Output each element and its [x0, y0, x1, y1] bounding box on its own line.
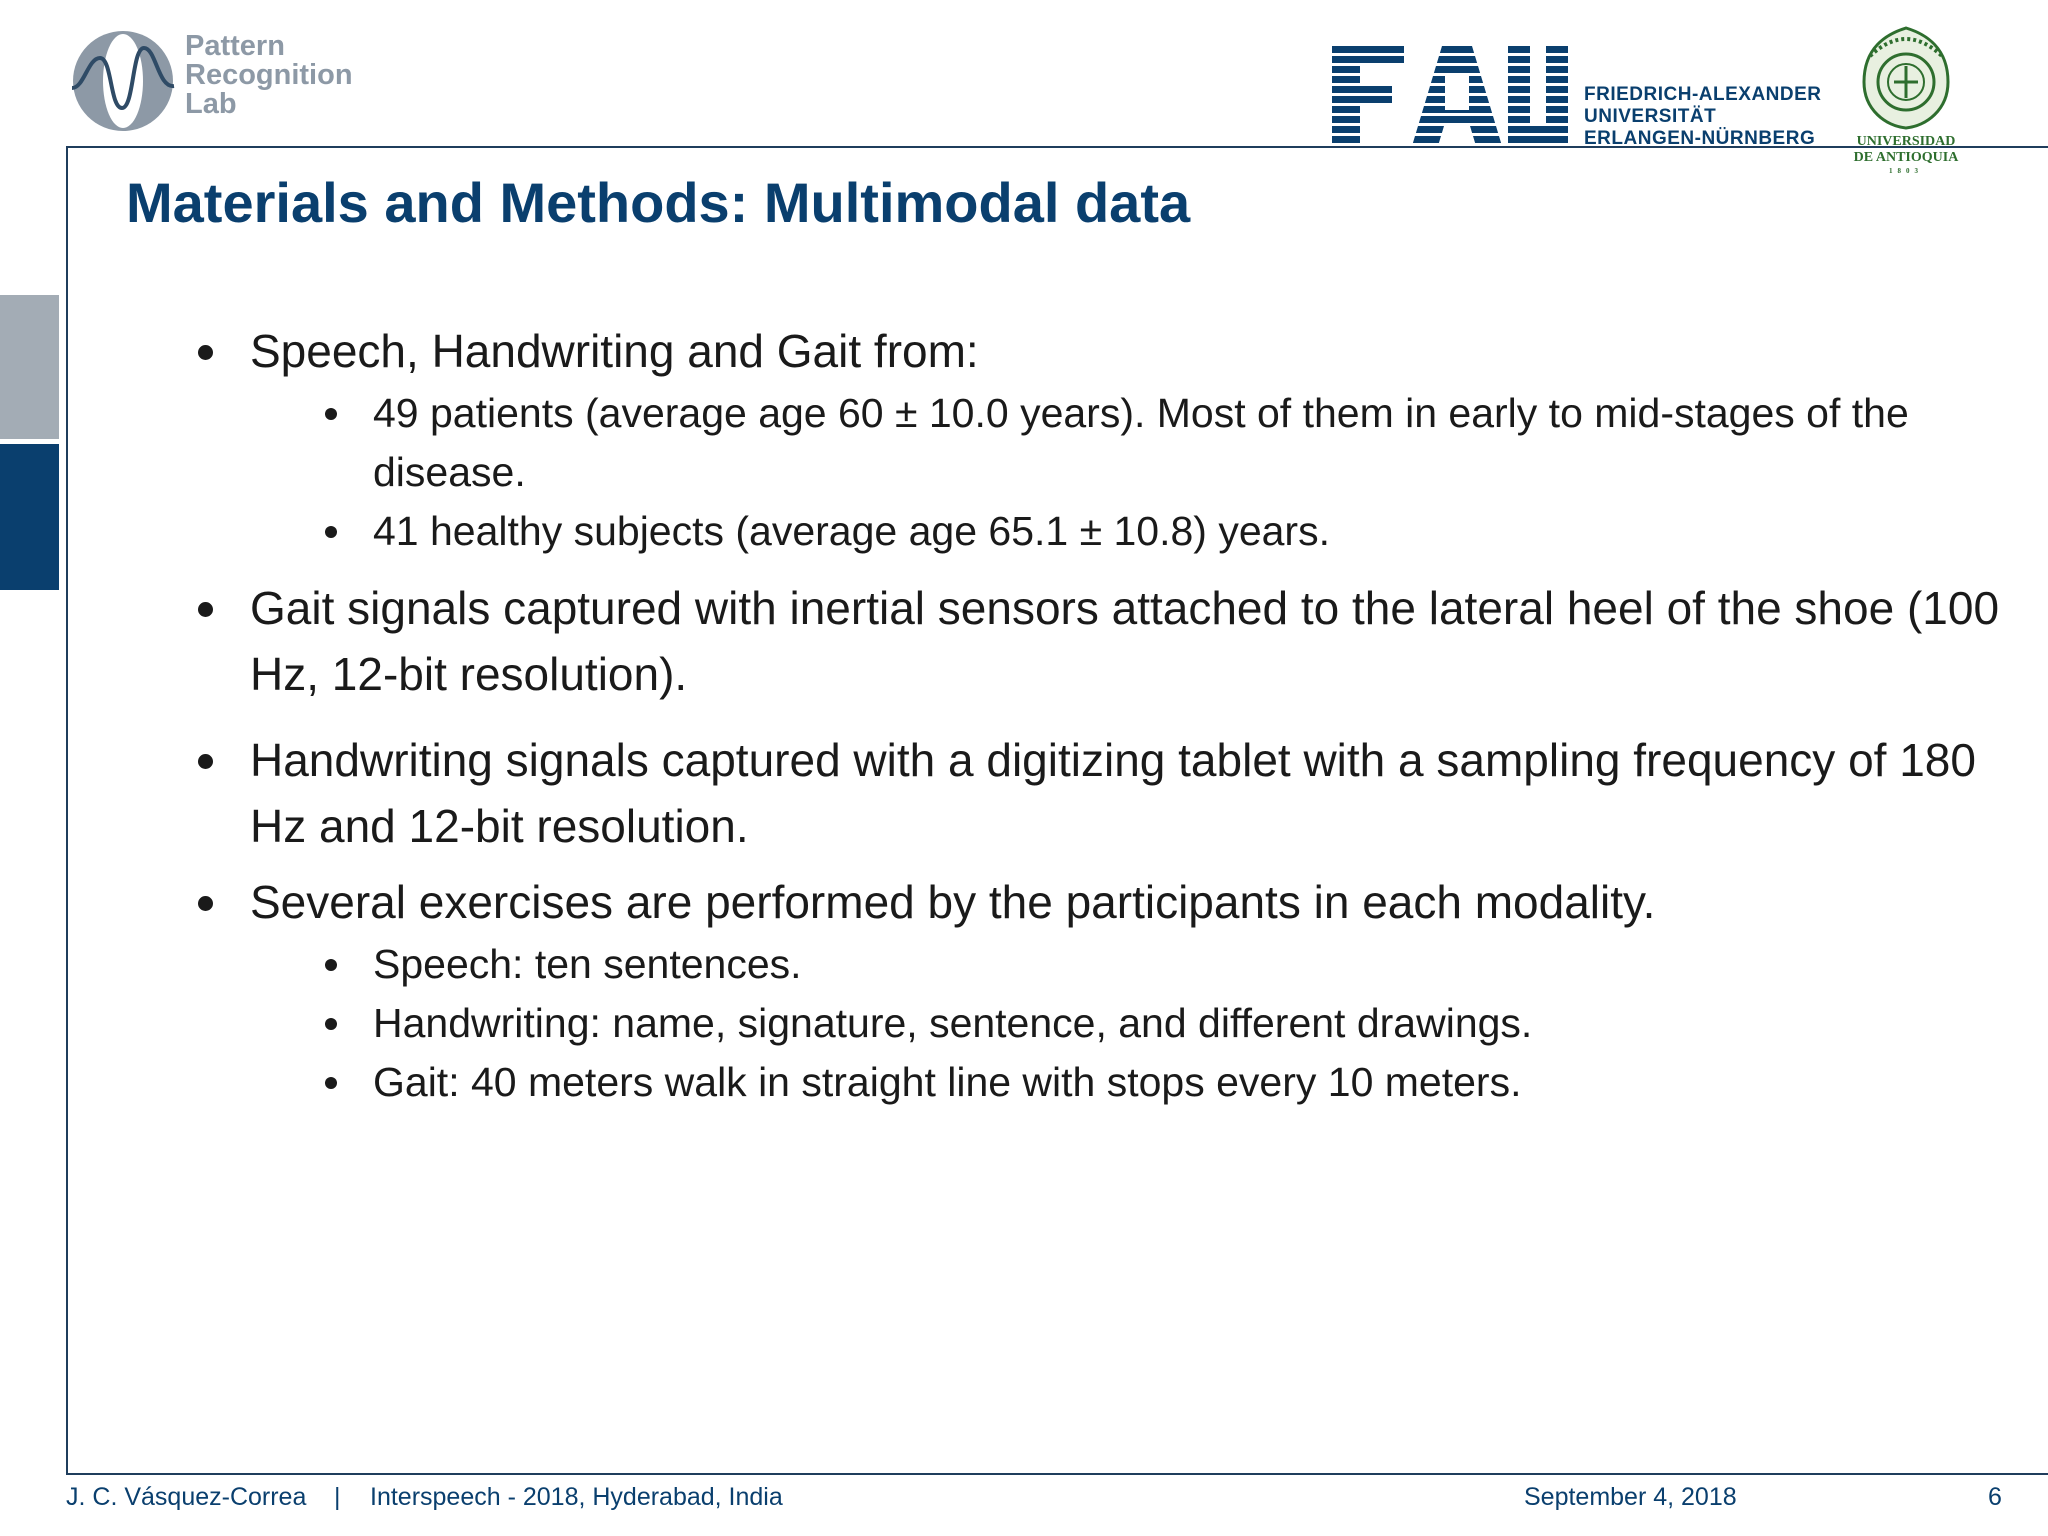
udea-year: 1803 — [1889, 167, 1923, 175]
fau-wordmark-icon — [1332, 46, 1568, 150]
lab-name-line: Lab — [185, 88, 237, 120]
pattern-recognition-lab-logo — [70, 24, 390, 134]
sub-bullet-text: 49 patients (average age 60 ± 10.0 years). Most of them in early to mid-stages of the disease. — [373, 390, 1909, 495]
sub-bullet-dot-icon — [325, 1018, 337, 1030]
sub-bullet-item — [190, 994, 2000, 1053]
slide-body — [190, 318, 2000, 1112]
udea-name-line: UNIVERSIDAD — [1856, 134, 1956, 149]
fau-logo — [1332, 44, 1852, 150]
slide-footer — [66, 1483, 2016, 1517]
sub-bullet-text: Handwriting: name, signature, sentence, and different drawings. — [373, 1000, 1533, 1046]
sub-bullet-item — [190, 502, 2000, 561]
section-tab-active — [0, 444, 59, 590]
footer-separator: | — [334, 1483, 341, 1511]
sub-bullet-item — [190, 1053, 2000, 1112]
left-rule — [66, 146, 68, 1474]
page-number: 6 — [1988, 1483, 2002, 1511]
sub-bullet-dot-icon — [325, 526, 337, 538]
waveform-circle-icon — [70, 28, 176, 134]
bullet-item — [190, 575, 2000, 707]
lab-name-line: Pattern — [185, 30, 285, 62]
fau-name-line: UNIVERSITÄT — [1584, 106, 1717, 127]
bullet-text: Speech, Handwriting and Gait from: — [250, 325, 979, 377]
bullet-item — [190, 869, 2000, 935]
slide-title: Materials and Methods: Multimodal data — [126, 171, 1191, 234]
udea-seal-icon — [1856, 26, 1956, 130]
sub-bullet-text: Gait: 40 meters walk in straight line with stops every 10 meters. — [373, 1059, 1522, 1105]
bullet-dot-icon — [198, 345, 213, 360]
footer-author: J. C. Vásquez-Correa — [66, 1483, 307, 1511]
bullet-text: Several exercises are performed by the participants in each modality. — [250, 876, 1656, 928]
footer-event: Interspeech - 2018, Hyderabad, India — [370, 1483, 783, 1511]
bullet-dot-icon — [198, 754, 213, 769]
bullet-item — [190, 318, 2000, 384]
sub-bullet-item — [190, 935, 2000, 994]
bullet-dot-icon — [198, 602, 213, 617]
sub-bullet-dot-icon — [325, 408, 337, 420]
bullet-item — [190, 727, 2000, 859]
footer-date: September 4, 2018 — [1524, 1483, 1737, 1511]
fau-name-line: FRIEDRICH-ALEXANDER — [1584, 84, 1822, 105]
udea-name-line: DE ANTIOQUIA — [1853, 150, 1959, 165]
footer-rule — [66, 1473, 2048, 1475]
bullet-text: Gait signals captured with inertial sensors attached to the lateral heel of the shoe (100 Hz, 12-bit resolution). — [250, 582, 2000, 700]
bullet-dot-icon — [198, 896, 213, 911]
sub-bullet-item — [190, 384, 2000, 502]
bullet-text: Handwriting signals captured with a digitizing tablet with a sampling frequency of 180 Hz and 12-bit resolution. — [250, 734, 1976, 852]
fau-name-line: ERLANGEN-NÜRNBERG — [1584, 128, 1816, 149]
lab-name — [185, 32, 353, 119]
fau-university-name — [1584, 84, 1822, 150]
udea-name — [1842, 134, 1970, 176]
sub-bullet-dot-icon — [325, 959, 337, 971]
section-tab-inactive — [0, 295, 59, 439]
lab-name-line: Recognition — [185, 59, 353, 91]
sub-bullet-text: 41 healthy subjects (average age 65.1 ± 10.8) years. — [373, 508, 1330, 554]
sub-bullet-dot-icon — [325, 1077, 337, 1089]
udea-logo — [1842, 26, 1970, 182]
sub-bullet-text: Speech: ten sentences. — [373, 941, 802, 987]
